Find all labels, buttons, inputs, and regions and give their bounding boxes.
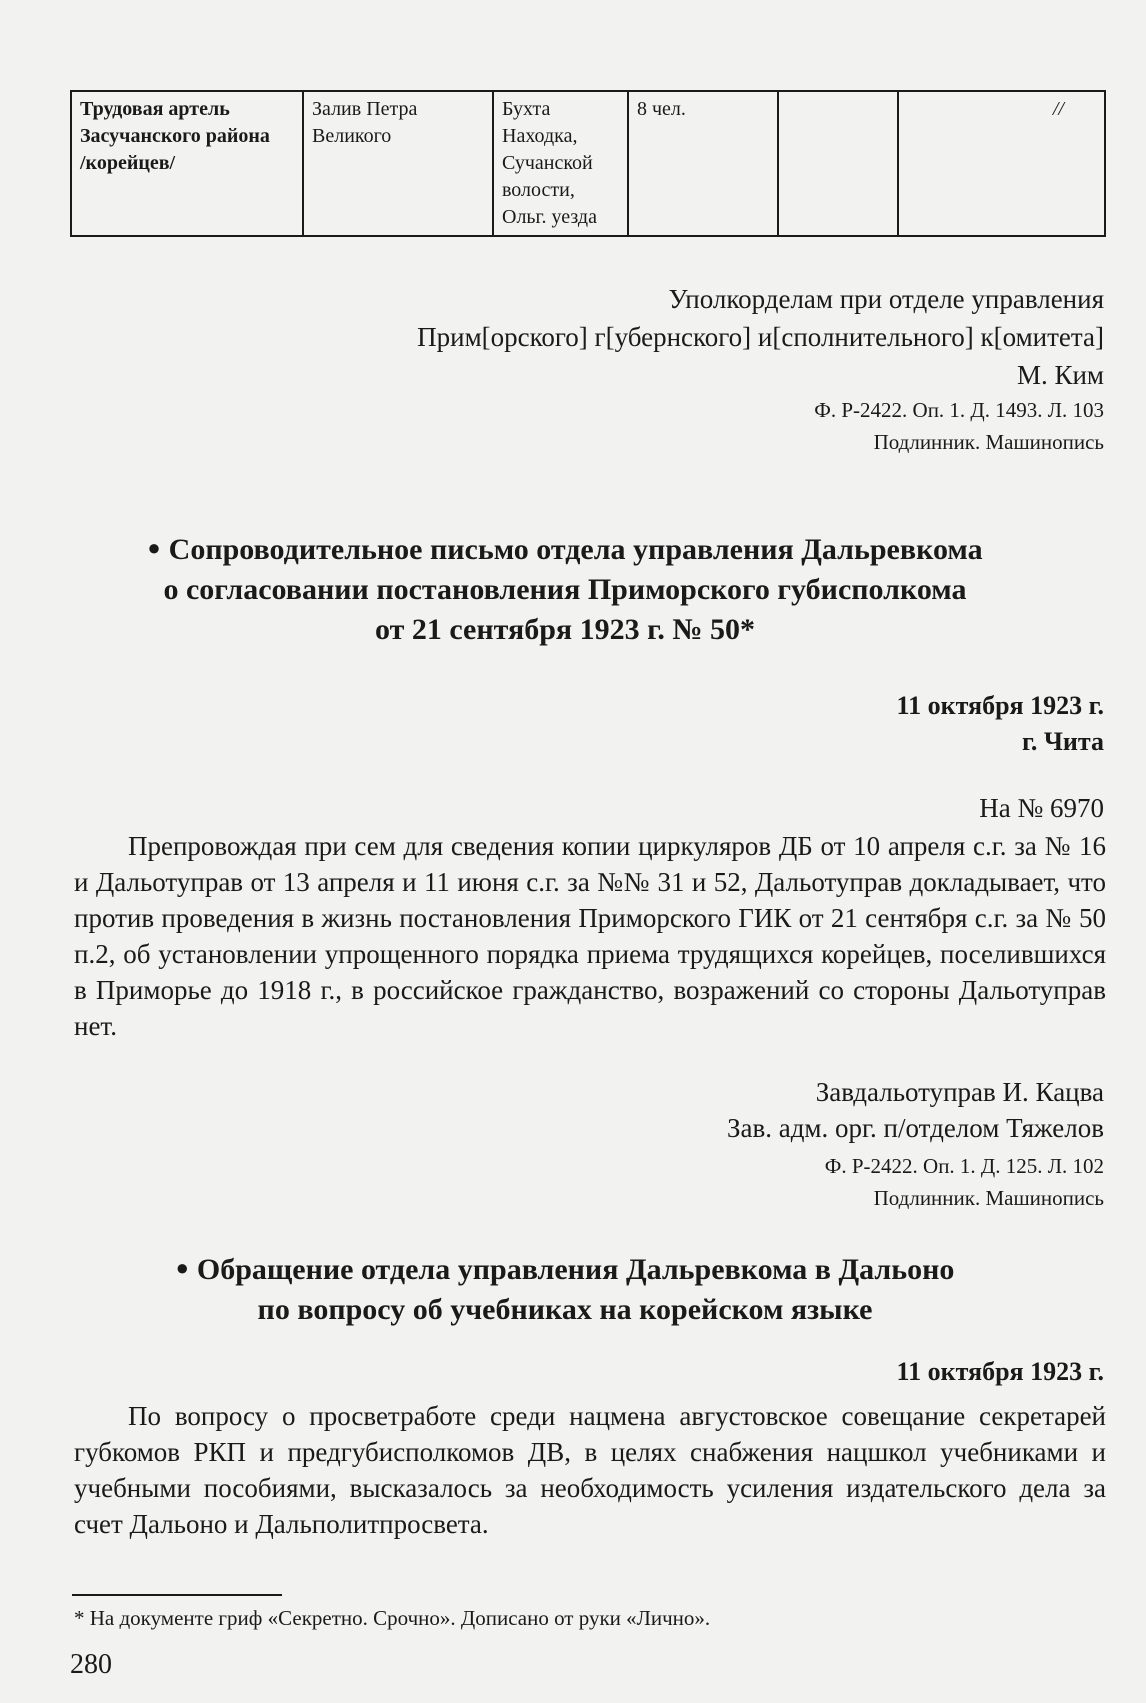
cell-line: Сучанской: [502, 152, 593, 174]
document-date: 11 октября 1923 г.: [896, 1357, 1104, 1386]
signature-block-1: [417, 280, 1104, 458]
signature-line: Уполкорделам при отделе управления: [668, 284, 1104, 314]
title-line: о согласовании постановления Приморского губисполкома: [163, 573, 967, 606]
page-number: 280: [70, 1649, 112, 1680]
table-cell-ditto: [898, 91, 1105, 236]
cell-line: Бухта: [502, 98, 551, 120]
cell-line: волости,: [502, 179, 575, 201]
cell-line: Ольг. уезда: [502, 206, 597, 228]
document-1-title: [60, 528, 1070, 650]
title-line: [60, 528, 1070, 570]
bullet-icon: ●: [147, 535, 161, 560]
document-2-date: [897, 1354, 1104, 1390]
archive-reference: Ф. Р-2422. Оп. 1. Д. 125. Л. 102: [824, 1154, 1104, 1178]
settlement-table: [70, 90, 1106, 237]
title-line: [60, 1248, 1070, 1290]
table-row: [71, 91, 1105, 236]
signature-line: М. Ким: [1016, 360, 1104, 390]
signature-block-2: [727, 1074, 1104, 1214]
document-1-body: Препровождая при сем для сведения копии циркуляров ДБ от 10 апреля с.г. за № 16 и Дальотуправ от 13 апреля и 11 июня с.г. за №№ 31 и 52, Дальотуправ докладывает, что против проведения в жизнь постановления Приморского ГИК от 21 сентября с.г. за № 50 п.2, об установлении упрощенного порядка приема трудящихся корейцев, поселившихся в Приморье до 1918 г., в российское гражданство, возражений со стороны Дальотуправ нет.: [74, 831, 1106, 1041]
signature-line: Завдальотуправ И. Кацва: [815, 1077, 1104, 1107]
signature-line: Прим[орского] г[убернского] и[сполнительного] к[омитета]: [417, 322, 1104, 352]
title-text: Обращение отдела управления Дальревкома в Дальоно: [196, 1253, 955, 1286]
document-2-title: [60, 1248, 1070, 1330]
footnote: * На документе гриф «Секретно. Срочно». Дописано от руки «Лично».: [74, 1606, 711, 1630]
footnote-divider: [72, 1594, 282, 1596]
cell-line: Залив Петра: [312, 98, 418, 120]
document-number: На № 6970: [979, 793, 1104, 823]
cell-line: Трудовая артель: [80, 98, 230, 120]
title-line: от 21 сентября 1923 г. № 50*: [375, 613, 755, 646]
ditto-mark: //: [1052, 98, 1064, 120]
table-cell-organization: [71, 91, 303, 236]
cell-line: Великого: [312, 125, 392, 147]
archive-reference: Ф. Р-2422. Оп. 1. Д. 1493. Л. 103: [814, 398, 1104, 422]
table-cell-empty: [778, 91, 898, 236]
document-2-body: По вопросу о просветработе среди нацмена августовское совещание секретарей губкомов РКП и предгубисполкомов ДВ, в целях снабжения нацшкол учебниками и учебными пособиями, высказалось за необходимость усиления издательского дела за счет Дальоно и Дальполитпросвета.: [74, 1401, 1106, 1539]
original-note: Подлинник. Машинопись: [873, 1186, 1104, 1210]
bullet-icon: ●: [175, 1255, 189, 1280]
cell-line: Засучанского района: [80, 125, 270, 147]
original-note: Подлинник. Машинопись: [873, 430, 1104, 454]
table-cell-location: [303, 91, 493, 236]
title-text: Сопроводительное письмо отдела управления Дальревкома: [168, 533, 983, 566]
document-place: г. Чита: [1021, 727, 1104, 756]
cell-line: /корейцев/: [80, 152, 176, 174]
table-cell-count: 8 чел.: [628, 91, 778, 236]
document-date: 11 октября 1923 г.: [896, 691, 1104, 720]
cell-line: Находка,: [502, 125, 578, 147]
title-line: по вопросу об учебниках на корейском языке: [257, 1293, 873, 1326]
signature-line: Зав. адм. орг. п/отделом Тяжелов: [726, 1113, 1104, 1143]
table-cell-settlement: [493, 91, 628, 236]
document-1-date-place: [897, 688, 1104, 760]
